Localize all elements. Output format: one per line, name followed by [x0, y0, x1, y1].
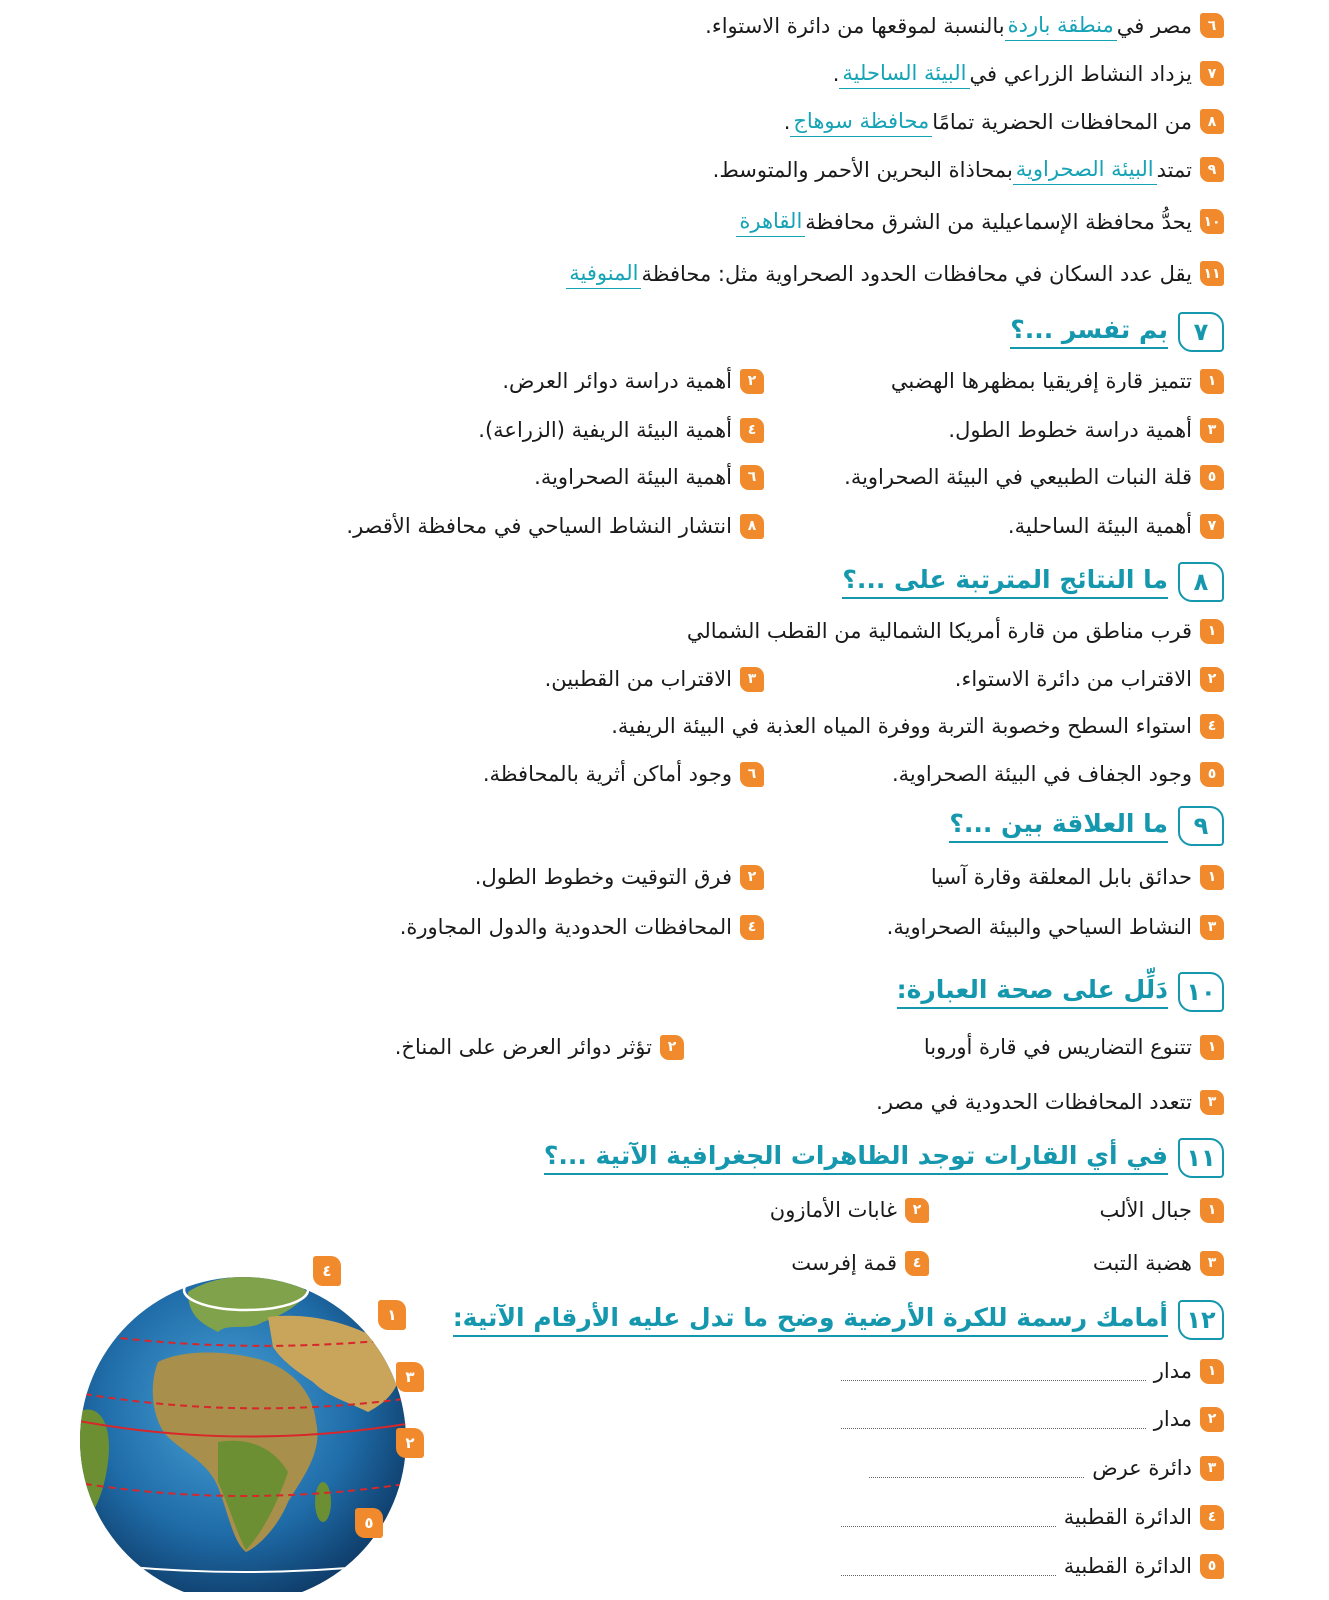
answer-blank[interactable]	[841, 1557, 1056, 1576]
list-item: ١ تتنوع التضاريس في قارة أوروبا	[924, 1032, 1224, 1062]
highlighted-answer: البيئة الساحلية	[839, 58, 969, 89]
list-item: ٤ قمة إفرست	[791, 1248, 929, 1278]
answer-blank[interactable]	[841, 1410, 1146, 1429]
list-item: ٣ الاقتراب من القطبين.	[545, 664, 764, 694]
list-item: ٦ أهمية البيئة الصحراوية.	[534, 462, 764, 492]
section-8-header	[842, 562, 1224, 602]
statement-7: ٧ يزداد النشاط الزراعي في البيئة الساحلية .	[833, 58, 1224, 89]
list-item: ٦ وجود أماكن أثرية بالمحافظة.	[483, 759, 764, 789]
list-item: ٣ أهمية دراسة خطوط الطول.	[948, 415, 1224, 445]
highlighted-answer: القاهرة	[736, 206, 805, 237]
section-number: ٨	[1178, 562, 1224, 602]
section-number: ١٠	[1178, 972, 1224, 1012]
list-item: ٨ انتشار النشاط السياحي في محافظة الأقصر.	[346, 511, 764, 541]
fill-in-item: ٣ دائرة عرض	[869, 1453, 1224, 1483]
section-title: دَلِّل على صحة العبارة:	[897, 975, 1168, 1009]
highlighted-answer: المنوفية	[566, 258, 641, 289]
section-title: ما النتائج المترتبة على ...؟	[842, 565, 1168, 599]
section-number: ١١	[1178, 1138, 1224, 1178]
answer-blank[interactable]	[841, 1362, 1146, 1381]
section-title: في أي القارات توجد الظاهرات الجغرافية الآتية ...؟	[544, 1141, 1168, 1175]
list-item: ١ تتميز قارة إفريقيا بمظهرها الهضبي	[891, 366, 1224, 396]
fill-in-item: ٤ الدائرة القطبية	[841, 1502, 1224, 1532]
list-item: ٣ تتعدد المحافظات الحدودية في مصر.	[876, 1087, 1224, 1117]
statement-8: ٨ من المحافظات الحضرية تمامًا محافظة سوهاج .	[784, 106, 1224, 137]
section-number: ٧	[1178, 312, 1224, 352]
highlighted-answer: محافظة سوهاج	[790, 106, 932, 137]
number-badge: ٩	[1200, 157, 1224, 182]
list-item: ٢ فرق التوقيت وخطوط الطول.	[475, 862, 764, 892]
section-10-header	[897, 972, 1224, 1012]
list-item: ٤ استواء السطح وخصوبة التربة ووفرة المياه العذبة في البيئة الريفية.	[611, 711, 1224, 741]
list-item: ٢ غابات الأمازون	[770, 1195, 929, 1225]
list-item: ٢ أهمية دراسة دوائر العرض.	[502, 366, 764, 396]
section-title: بم تفسر ...؟	[1010, 315, 1168, 349]
number-badge: ٧	[1200, 61, 1224, 86]
section-title: أمامك رسمة للكرة الأرضية وضح ما تدل عليه الأرقام الآتية:	[453, 1303, 1168, 1337]
number-badge: ٨	[1200, 109, 1224, 134]
list-item: ٢ الاقتراب من دائرة الاستواء.	[955, 664, 1224, 694]
list-item: ٣ النشاط السياحي والبيئة الصحراوية.	[887, 912, 1224, 942]
fill-in-item: ٥ الدائرة القطبية	[841, 1551, 1224, 1581]
list-item: ١ جبال الألب	[1100, 1195, 1224, 1225]
statement-9: ٩ تمتد البيئة الصحراوية بمحاذاة البحرين الأحمر والمتوسط.	[713, 154, 1224, 185]
highlighted-answer: منطقة باردة	[1005, 10, 1117, 41]
fill-in-item: ١ مدار	[841, 1356, 1224, 1386]
number-badge: ١٠	[1200, 209, 1224, 234]
number-badge: ١١	[1200, 261, 1224, 286]
globe-label-3: ٣	[396, 1362, 424, 1392]
answer-blank[interactable]	[869, 1459, 1084, 1478]
list-item: ١ حدائق بابل المعلقة وقارة آسيا	[931, 862, 1224, 892]
fill-in-item: ٢ مدار	[841, 1404, 1224, 1434]
section-9-header	[949, 806, 1224, 846]
list-item: ٢ تؤثر دوائر العرض على المناخ.	[395, 1032, 684, 1062]
list-item: ٥ قلة النبات الطبيعي في البيئة الصحراوية.	[844, 462, 1224, 492]
globe-label-1: ١	[378, 1300, 406, 1330]
section-7-header	[1010, 312, 1224, 352]
globe-label-4: ٤	[313, 1256, 341, 1286]
number-badge: ٦	[1200, 13, 1224, 38]
list-item: ٤ أهمية البيئة الريفية (الزراعة).	[478, 415, 764, 445]
globe-label-5: ٥	[355, 1508, 383, 1538]
statement-6: ٦ مصر في منطقة باردة بالنسبة لموقعها من دائرة الاستواء.	[705, 10, 1224, 41]
list-item: ٣ هضبة التبت	[1093, 1248, 1224, 1278]
highlighted-answer: البيئة الصحراوية	[1013, 154, 1157, 185]
list-item: ١ قرب مناطق من قارة أمريكا الشمالية من القطب الشمالي	[687, 616, 1224, 646]
statement-11: ١١ يقل عدد السكان في محافظات الحدود الصحراوية مثل: محافظة المنوفية	[566, 258, 1224, 289]
statement-10: ١٠ يحدُّ محافظة الإسماعيلية من الشرق محافظة القاهرة	[736, 206, 1224, 237]
earth-globe-illustration	[78, 1262, 438, 1592]
section-12-header	[453, 1300, 1224, 1340]
list-item: ٥ وجود الجفاف في البيئة الصحراوية.	[892, 759, 1224, 789]
globe-label-2: ٢	[396, 1428, 424, 1458]
section-title: ما العلاقة بين ...؟	[949, 809, 1168, 843]
section-11-header	[544, 1138, 1224, 1178]
answer-blank[interactable]	[841, 1508, 1056, 1527]
list-item: ٧ أهمية البيئة الساحلية.	[1008, 511, 1224, 541]
list-item: ٤ المحافظات الحدودية والدول المجاورة.	[400, 912, 764, 942]
section-number: ١٢	[1178, 1300, 1224, 1340]
section-number: ٩	[1178, 806, 1224, 846]
